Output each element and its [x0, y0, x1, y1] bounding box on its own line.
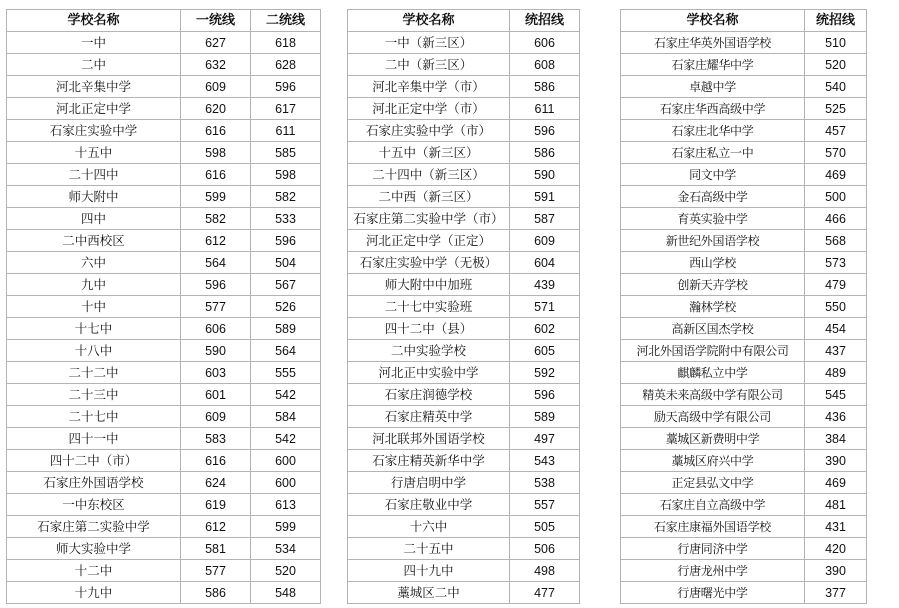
table-row — [348, 472, 580, 494]
score-cell: 589 — [251, 318, 321, 340]
header-admission-line: 统招线 — [805, 10, 867, 32]
school-name-cell: 河北正定中学 — [7, 98, 181, 120]
score-cell: 609 — [181, 406, 251, 428]
table-row — [621, 32, 867, 54]
school-name-cell: 河北正定中学（市） — [348, 98, 510, 120]
score-cell: 538 — [510, 472, 580, 494]
score-cell: 497 — [510, 428, 580, 450]
header-school-name: 学校名称 — [621, 10, 805, 32]
school-name-cell: 新世纪外国语学校 — [621, 230, 805, 252]
table-row — [7, 164, 321, 186]
table-row — [348, 494, 580, 516]
score-cell: 564 — [251, 340, 321, 362]
score-cell: 437 — [805, 340, 867, 362]
score-cell: 601 — [181, 384, 251, 406]
score-cell: 600 — [251, 450, 321, 472]
table-row — [621, 494, 867, 516]
school-name-cell: 河北正定中学（正定） — [348, 230, 510, 252]
score-cell: 616 — [181, 164, 251, 186]
school-name-cell: 励天高级中学有限公司 — [621, 406, 805, 428]
score-cell: 520 — [805, 54, 867, 76]
table-row — [348, 538, 580, 560]
score-cell: 436 — [805, 406, 867, 428]
school-name-cell: 藁城区新费明中学 — [621, 428, 805, 450]
school-name-cell: 二中（新三区） — [348, 54, 510, 76]
school-name-cell: 一中（新三区） — [348, 32, 510, 54]
score-cell: 479 — [805, 274, 867, 296]
score-cell: 616 — [181, 120, 251, 142]
score-cell: 525 — [805, 98, 867, 120]
score-cell: 505 — [510, 516, 580, 538]
score-cell: 520 — [251, 560, 321, 582]
score-cell: 384 — [805, 428, 867, 450]
table-row — [348, 230, 580, 252]
school-name-cell: 二中西（新三区） — [348, 186, 510, 208]
school-name-cell: 石家庄敬业中学 — [348, 494, 510, 516]
school-name-cell: 十七中 — [7, 318, 181, 340]
score-cell: 624 — [181, 472, 251, 494]
table-header-row — [7, 10, 321, 32]
score-cell: 606 — [510, 32, 580, 54]
school-name-cell: 一中东校区 — [7, 494, 181, 516]
school-name-cell: 十二中 — [7, 560, 181, 582]
school-name-cell: 十九中 — [7, 582, 181, 604]
header-school-name: 学校名称 — [7, 10, 181, 32]
score-cell: 592 — [510, 362, 580, 384]
school-name-cell: 二十四中 — [7, 164, 181, 186]
school-name-cell: 石家庄实验中学 — [7, 120, 181, 142]
school-name-cell: 河北辛集中学 — [7, 76, 181, 98]
score-cell: 596 — [510, 120, 580, 142]
table-row — [348, 164, 580, 186]
score-cell: 469 — [805, 164, 867, 186]
table-row — [7, 450, 321, 472]
score-cell: 431 — [805, 516, 867, 538]
score-cell: 498 — [510, 560, 580, 582]
table-row — [621, 516, 867, 538]
school-name-cell: 四十二中（县） — [348, 318, 510, 340]
table-row — [7, 340, 321, 362]
score-cell: 420 — [805, 538, 867, 560]
score-cell: 617 — [251, 98, 321, 120]
table-row — [621, 98, 867, 120]
school-name-cell: 二十三中 — [7, 384, 181, 406]
school-name-cell: 四十二中（市） — [7, 450, 181, 472]
school-name-cell: 四十一中 — [7, 428, 181, 450]
table-row — [7, 538, 321, 560]
school-name-cell: 石家庄实验中学（市） — [348, 120, 510, 142]
score-cell: 590 — [510, 164, 580, 186]
table-row — [7, 186, 321, 208]
school-name-cell: 行唐启明中学 — [348, 472, 510, 494]
table-row — [621, 560, 867, 582]
table-3-body — [621, 32, 867, 604]
school-name-cell: 十六中 — [348, 516, 510, 538]
table-row — [621, 76, 867, 98]
school-name-cell: 二十七中实验班 — [348, 296, 510, 318]
score-cell: 542 — [251, 428, 321, 450]
table-row — [621, 384, 867, 406]
table-row — [621, 582, 867, 604]
score-cell: 606 — [181, 318, 251, 340]
table-row — [348, 428, 580, 450]
table-row — [7, 362, 321, 384]
school-name-cell: 四十九中 — [348, 560, 510, 582]
table-1-body — [7, 32, 321, 604]
table-row — [7, 230, 321, 252]
school-name-cell: 瀚林学校 — [621, 296, 805, 318]
score-cell: 577 — [181, 296, 251, 318]
score-cell: 587 — [510, 208, 580, 230]
score-cell: 477 — [510, 582, 580, 604]
table-row — [348, 54, 580, 76]
header-admission-line: 统招线 — [510, 10, 580, 32]
school-name-cell: 藁城区府兴中学 — [621, 450, 805, 472]
table-row — [7, 142, 321, 164]
school-name-cell: 石家庄华西高级中学 — [621, 98, 805, 120]
score-cell: 439 — [510, 274, 580, 296]
score-cell: 596 — [251, 230, 321, 252]
score-cell: 586 — [510, 76, 580, 98]
score-cell: 564 — [181, 252, 251, 274]
score-cell: 457 — [805, 120, 867, 142]
score-cell: 627 — [181, 32, 251, 54]
score-cell: 613 — [251, 494, 321, 516]
score-cell: 609 — [510, 230, 580, 252]
table-row — [621, 120, 867, 142]
score-cell: 526 — [251, 296, 321, 318]
table-row — [348, 120, 580, 142]
header-second-line: 二统线 — [251, 10, 321, 32]
table-row — [7, 76, 321, 98]
score-cell: 605 — [510, 340, 580, 362]
school-name-cell: 一中 — [7, 32, 181, 54]
score-cell: 620 — [181, 98, 251, 120]
table-row — [348, 252, 580, 274]
score-cell: 608 — [510, 54, 580, 76]
score-cell: 596 — [510, 384, 580, 406]
school-name-cell: 正定县弘文中学 — [621, 472, 805, 494]
score-cell: 542 — [251, 384, 321, 406]
school-name-cell: 石家庄第二实验中学 — [7, 516, 181, 538]
table-row — [621, 362, 867, 384]
table-row — [7, 472, 321, 494]
school-name-cell: 河北正中实验中学 — [348, 362, 510, 384]
school-name-cell: 二中实验学校 — [348, 340, 510, 362]
score-cell: 599 — [181, 186, 251, 208]
score-cell: 469 — [805, 472, 867, 494]
score-cell: 570 — [805, 142, 867, 164]
school-name-cell: 石家庄第二实验中学（市） — [348, 208, 510, 230]
school-name-cell: 行唐龙州中学 — [621, 560, 805, 582]
table-row — [348, 560, 580, 582]
table-row — [7, 384, 321, 406]
score-cell: 481 — [805, 494, 867, 516]
table-row — [621, 318, 867, 340]
school-name-cell: 十八中 — [7, 340, 181, 362]
score-cell: 596 — [251, 76, 321, 98]
table-row — [348, 318, 580, 340]
table-row — [7, 274, 321, 296]
table-row — [621, 406, 867, 428]
school-name-cell: 行唐同济中学 — [621, 538, 805, 560]
school-name-cell: 西山学校 — [621, 252, 805, 274]
score-cell: 568 — [805, 230, 867, 252]
score-cell: 577 — [181, 560, 251, 582]
school-name-cell: 河北外国语学院附中有限公司 — [621, 340, 805, 362]
school-name-cell: 同文中学 — [621, 164, 805, 186]
school-name-cell: 石家庄私立一中 — [621, 142, 805, 164]
score-cell: 504 — [251, 252, 321, 274]
score-cell: 602 — [510, 318, 580, 340]
score-cell: 591 — [510, 186, 580, 208]
score-cell: 534 — [251, 538, 321, 560]
header-first-line: 一统线 — [181, 10, 251, 32]
school-name-cell: 藁城区二中 — [348, 582, 510, 604]
score-cell: 510 — [805, 32, 867, 54]
score-table-3 — [620, 9, 867, 604]
score-cell: 619 — [181, 494, 251, 516]
school-name-cell: 师大附中中加班 — [348, 274, 510, 296]
table-row — [621, 54, 867, 76]
score-cell: 609 — [181, 76, 251, 98]
school-name-cell: 河北辛集中学（市） — [348, 76, 510, 98]
table-row — [7, 582, 321, 604]
header-school-name: 学校名称 — [348, 10, 510, 32]
score-cell: 611 — [251, 120, 321, 142]
score-cell: 596 — [181, 274, 251, 296]
school-name-cell: 卓越中学 — [621, 76, 805, 98]
score-cell: 506 — [510, 538, 580, 560]
score-cell: 582 — [181, 208, 251, 230]
school-name-cell: 石家庄北华中学 — [621, 120, 805, 142]
table-row — [7, 516, 321, 538]
school-name-cell: 石家庄康福外国语学校 — [621, 516, 805, 538]
score-cell: 567 — [251, 274, 321, 296]
table-row — [348, 362, 580, 384]
school-name-cell: 十五中 — [7, 142, 181, 164]
school-name-cell: 石家庄耀华中学 — [621, 54, 805, 76]
school-name-cell: 六中 — [7, 252, 181, 274]
school-name-cell: 麒麟私立中学 — [621, 362, 805, 384]
score-cell: 586 — [181, 582, 251, 604]
table-row — [621, 142, 867, 164]
table-row — [621, 164, 867, 186]
score-cell: 555 — [251, 362, 321, 384]
school-name-cell: 师大附中 — [7, 186, 181, 208]
score-cell: 586 — [510, 142, 580, 164]
table-row — [7, 98, 321, 120]
school-name-cell: 二十四中（新三区） — [348, 164, 510, 186]
score-cell: 611 — [510, 98, 580, 120]
table-row — [621, 252, 867, 274]
school-name-cell: 行唐曙光中学 — [621, 582, 805, 604]
table-row — [621, 230, 867, 252]
score-cell: 454 — [805, 318, 867, 340]
score-cell: 390 — [805, 450, 867, 472]
table-row — [348, 296, 580, 318]
score-cell: 584 — [251, 406, 321, 428]
score-cell: 604 — [510, 252, 580, 274]
school-name-cell: 石家庄实验中学（无极） — [348, 252, 510, 274]
school-name-cell: 创新天卉学校 — [621, 274, 805, 296]
score-cell: 612 — [181, 516, 251, 538]
school-name-cell: 四中 — [7, 208, 181, 230]
score-cell: 598 — [251, 164, 321, 186]
table-row — [621, 208, 867, 230]
score-cell: 598 — [181, 142, 251, 164]
score-cell: 581 — [181, 538, 251, 560]
score-cell: 533 — [251, 208, 321, 230]
score-cell: 543 — [510, 450, 580, 472]
table-row — [7, 252, 321, 274]
school-name-cell: 河北联邦外国语学校 — [348, 428, 510, 450]
school-name-cell: 二中西校区 — [7, 230, 181, 252]
table-row — [621, 450, 867, 472]
score-table-2 — [347, 9, 580, 604]
score-cell: 489 — [805, 362, 867, 384]
school-name-cell: 石家庄华英外国语学校 — [621, 32, 805, 54]
table-row — [348, 516, 580, 538]
table-row — [621, 472, 867, 494]
table-row — [621, 296, 867, 318]
school-name-cell: 二十七中 — [7, 406, 181, 428]
table-row — [348, 142, 580, 164]
school-name-cell: 育英实验中学 — [621, 208, 805, 230]
table-row — [7, 54, 321, 76]
table-header-row — [621, 10, 867, 32]
table-row — [348, 340, 580, 362]
score-cell: 571 — [510, 296, 580, 318]
score-cell: 600 — [251, 472, 321, 494]
score-cell: 616 — [181, 450, 251, 472]
score-cell: 500 — [805, 186, 867, 208]
score-cell: 599 — [251, 516, 321, 538]
score-cell: 550 — [805, 296, 867, 318]
school-name-cell: 师大实验中学 — [7, 538, 181, 560]
score-cell: 377 — [805, 582, 867, 604]
table-row — [621, 340, 867, 362]
school-name-cell: 十五中（新三区） — [348, 142, 510, 164]
table-row — [348, 406, 580, 428]
school-name-cell: 石家庄精英新华中学 — [348, 450, 510, 472]
school-name-cell: 石家庄自立高级中学 — [621, 494, 805, 516]
table-row — [621, 538, 867, 560]
score-cell: 582 — [251, 186, 321, 208]
table-header-row — [348, 10, 580, 32]
table-row — [7, 494, 321, 516]
school-name-cell: 精英未来高级中学有限公司 — [621, 384, 805, 406]
table-row — [348, 274, 580, 296]
school-name-cell: 二十二中 — [7, 362, 181, 384]
school-name-cell: 石家庄精英中学 — [348, 406, 510, 428]
table-row — [348, 32, 580, 54]
table-row — [348, 208, 580, 230]
school-name-cell: 高新区国杰学校 — [621, 318, 805, 340]
score-cell: 548 — [251, 582, 321, 604]
score-table-1 — [6, 9, 321, 604]
table-row — [621, 274, 867, 296]
score-cell: 573 — [805, 252, 867, 274]
score-cell: 466 — [805, 208, 867, 230]
table-row — [621, 428, 867, 450]
table-row — [7, 208, 321, 230]
score-cell: 589 — [510, 406, 580, 428]
table-row — [621, 186, 867, 208]
score-cell: 545 — [805, 384, 867, 406]
score-cell: 583 — [181, 428, 251, 450]
score-cell: 632 — [181, 54, 251, 76]
table-row — [348, 582, 580, 604]
school-name-cell: 金石高级中学 — [621, 186, 805, 208]
table-row — [348, 186, 580, 208]
table-row — [348, 450, 580, 472]
score-cell: 603 — [181, 362, 251, 384]
school-name-cell: 石家庄润德学校 — [348, 384, 510, 406]
score-cell: 585 — [251, 142, 321, 164]
score-cell: 618 — [251, 32, 321, 54]
table-row — [348, 76, 580, 98]
table-row — [7, 428, 321, 450]
score-cell: 590 — [181, 340, 251, 362]
table-row — [348, 98, 580, 120]
school-name-cell: 二十五中 — [348, 538, 510, 560]
table-2-body — [348, 32, 580, 604]
school-name-cell: 十中 — [7, 296, 181, 318]
school-name-cell: 九中 — [7, 274, 181, 296]
score-cell: 628 — [251, 54, 321, 76]
table-row — [7, 296, 321, 318]
table-row — [7, 318, 321, 340]
score-cell: 557 — [510, 494, 580, 516]
score-cell: 612 — [181, 230, 251, 252]
school-name-cell: 石家庄外国语学校 — [7, 472, 181, 494]
table-row — [7, 406, 321, 428]
score-cell: 390 — [805, 560, 867, 582]
table-row — [348, 384, 580, 406]
score-cell: 540 — [805, 76, 867, 98]
school-name-cell: 二中 — [7, 54, 181, 76]
table-row — [7, 560, 321, 582]
table-row — [7, 32, 321, 54]
table-row — [7, 120, 321, 142]
